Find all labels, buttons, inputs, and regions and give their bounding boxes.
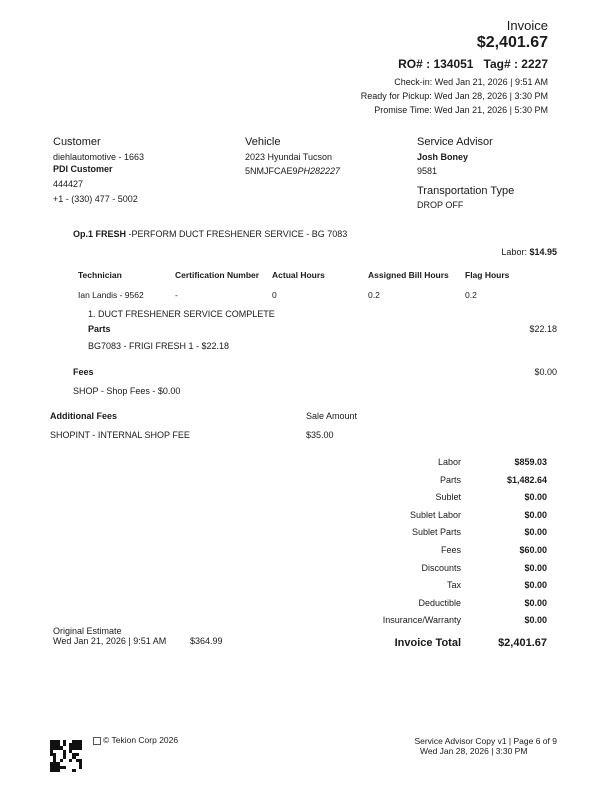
totals-value: $60.00 xyxy=(519,545,547,555)
table-row xyxy=(78,285,525,305)
fee-item: SHOP - Shop Fees - $0.00 xyxy=(73,386,181,396)
totals-value: $0.00 xyxy=(524,492,547,503)
ro-number: 134051 xyxy=(433,57,474,71)
totals-row xyxy=(347,580,547,594)
totals-label: Tax xyxy=(446,580,461,591)
td-actual-hours: 0 xyxy=(272,290,277,300)
td-technician: Ian Landis - 9562 xyxy=(78,290,144,300)
totals-label: Labor xyxy=(437,457,461,467)
technician-table xyxy=(78,265,525,305)
parts-label: Parts xyxy=(88,324,111,334)
customer-name: diehlautomotive - 1663 xyxy=(53,152,145,162)
totals-value: $0.00 xyxy=(524,580,547,591)
original-estimate-amount: $364.99 xyxy=(190,636,223,646)
tag-label: Tag# : xyxy=(483,57,518,71)
totals-row xyxy=(347,563,547,577)
original-estimate-date: Wed Jan 21, 2026 | 9:51 AM xyxy=(53,636,167,646)
parts-amount: $22.18 xyxy=(529,324,557,334)
ro-tag-line xyxy=(398,57,548,71)
table-header-row xyxy=(78,265,525,285)
totals-value: $859.03 xyxy=(514,457,547,467)
totals-label: Fees xyxy=(440,545,461,555)
sale-amount-header: Sale Amount xyxy=(306,411,358,421)
invoice-label: Invoice xyxy=(506,18,548,33)
totals-row xyxy=(347,527,547,541)
invoice-total-amount: $2,401.67 xyxy=(476,34,548,51)
customer-section xyxy=(53,136,144,205)
op-step: 1. DUCT FRESHENER SERVICE COMPLETE xyxy=(88,309,275,319)
advisor-id: 9581 xyxy=(417,166,438,176)
copyright-text: © Tekion Corp 2026 xyxy=(103,735,179,745)
check-in-time: Check-in: Wed Jan 21, 2026 | 9:51 AM xyxy=(394,77,548,87)
fees-amount: $0.00 xyxy=(534,367,557,377)
original-estimate-title: Original Estimate xyxy=(53,626,122,636)
td-assigned-bill-hours: 0.2 xyxy=(368,290,380,300)
op-labor-amount: $14.95 xyxy=(529,247,557,257)
totals-label: Insurance/Warranty xyxy=(382,615,461,626)
totals-value: $0.00 xyxy=(524,562,547,573)
op-labor xyxy=(501,247,557,257)
promise-time: Promise Time: Wed Jan 21, 2026 | 5:30 PM xyxy=(374,105,548,115)
footer-copyright xyxy=(93,735,178,745)
th-certification: Certification Number xyxy=(175,270,260,280)
operation-line xyxy=(73,229,347,239)
totals-row xyxy=(347,457,547,471)
op-label: Op.1 FRESH xyxy=(73,229,127,239)
qr-code-icon xyxy=(50,740,82,772)
customer-type: PDI Customer xyxy=(53,164,113,174)
op-description: -PERFORM DUCT FRESHENER SERVICE - BG 7083 xyxy=(128,229,348,239)
totals-value: $0.00 xyxy=(524,527,547,538)
th-actual-hours: Actual Hours xyxy=(272,270,325,280)
invoice-total-value: $2,401.67 xyxy=(498,637,547,649)
ro-label: RO# : xyxy=(398,57,431,71)
totals-label: Sublet Parts xyxy=(411,527,461,538)
tag-number: 2227 xyxy=(521,57,548,71)
th-technician: Technician xyxy=(78,270,122,280)
totals-row xyxy=(347,615,547,629)
vin-prefix: 5NMJFCAE9 xyxy=(245,166,298,176)
totals-label: Parts xyxy=(439,474,461,485)
totals-label: Sublet Labor xyxy=(409,509,461,520)
additional-fee-amount: $35.00 xyxy=(306,430,334,440)
totals-row xyxy=(347,510,547,524)
fees-label: Fees xyxy=(73,367,94,377)
totals-row xyxy=(347,492,547,506)
totals-label: Sublet xyxy=(435,492,461,503)
additional-fees-title: Additional Fees xyxy=(50,411,118,421)
vehicle-vin xyxy=(245,165,340,177)
totals-value: $1,482.64 xyxy=(506,474,547,485)
service-advisor-title: Service Advisor xyxy=(417,136,493,148)
pickup-time: Ready for Pickup: Wed Jan 28, 2026 | 3:30 PM xyxy=(360,91,548,101)
vehicle-section xyxy=(245,136,340,177)
th-flag-hours: Flag Hours xyxy=(465,270,510,280)
transportation-title: Transportation Type xyxy=(417,185,515,197)
advisor-name: Josh Boney xyxy=(417,152,469,162)
vin-suffix: PH282227 xyxy=(297,166,341,176)
totals-label: Deductible xyxy=(418,597,461,608)
customer-phone: +1 - (330) 477 - 5002 xyxy=(53,194,138,204)
vehicle-title: Vehicle xyxy=(245,136,281,148)
customer-id: 444427 xyxy=(53,179,84,189)
footer-copy-info: Service Advisor Copy v1 | Page 6 of 9 xyxy=(414,736,557,746)
service-advisor-section xyxy=(417,136,514,211)
totals-value: $0.00 xyxy=(524,597,547,608)
customer-title: Customer xyxy=(53,136,101,148)
totals-row xyxy=(347,545,547,559)
totals-value: $0.00 xyxy=(524,615,547,626)
part-item: BG7083 - FRIGI FRESH 1 - $22.18 xyxy=(88,341,230,351)
vehicle-model: 2023 Hyundai Tucson xyxy=(245,152,333,162)
totals-row xyxy=(347,475,547,489)
td-flag-hours: 0.2 xyxy=(465,290,477,300)
totals-value: $0.00 xyxy=(524,509,547,520)
td-certification: - xyxy=(175,290,178,300)
totals-row xyxy=(347,598,547,612)
totals-label: Discounts xyxy=(421,562,461,573)
additional-fee-item: SHOPINT - INTERNAL SHOP FEE xyxy=(50,430,190,440)
transportation-value: DROP OFF xyxy=(417,200,464,210)
calendar-icon xyxy=(93,737,101,745)
th-assigned-bill-hours: Assigned Bill Hours xyxy=(368,270,449,280)
op-labor-label: Labor: xyxy=(501,247,527,257)
invoice-total-label: Invoice Total xyxy=(394,637,461,649)
footer-printed-date: Wed Jan 28, 2026 | 3:30 PM xyxy=(420,746,528,756)
